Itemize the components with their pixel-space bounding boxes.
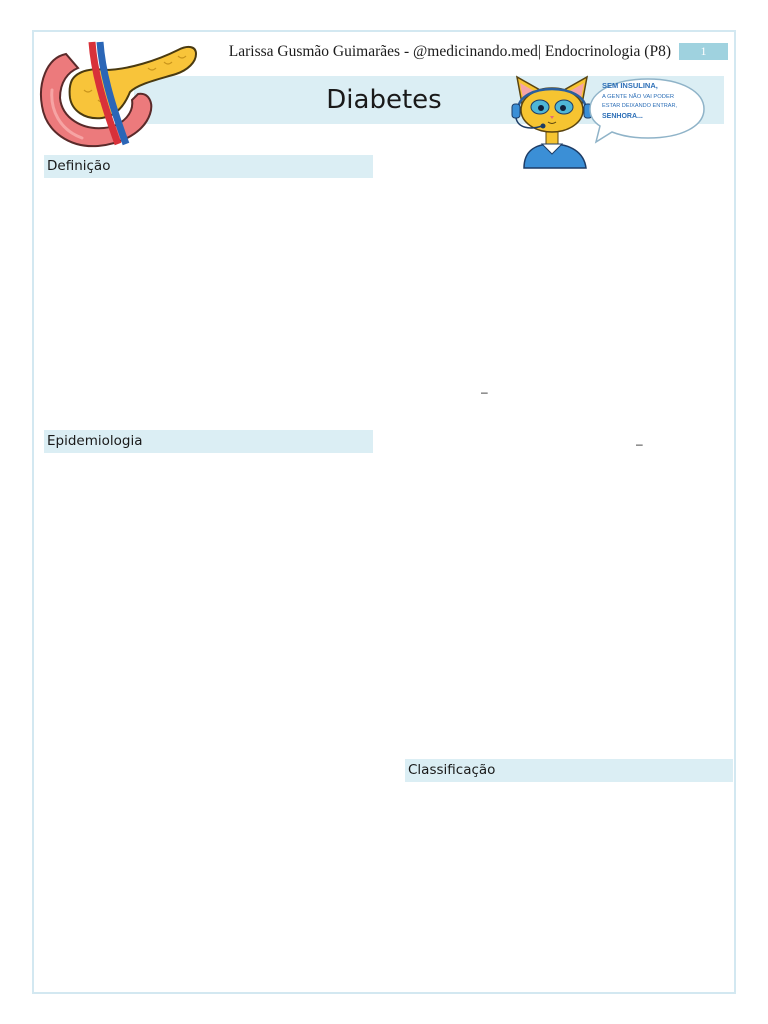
cat-headset-illustration-icon bbox=[510, 74, 594, 170]
section-heading: Definição bbox=[47, 158, 111, 174]
speech-bubble-line-3: ESTAR DEIXANDO ENTRAR, bbox=[602, 103, 678, 109]
dash-mark: – bbox=[481, 385, 488, 399]
speech-bubble-line-1: SEM INSULINA, bbox=[602, 81, 658, 90]
cat-right-pupil bbox=[560, 105, 566, 111]
speech-bubble-line-4: SENHORA... bbox=[602, 113, 643, 120]
section-classificacao bbox=[405, 759, 733, 782]
cat-left-pupil bbox=[538, 105, 544, 111]
section-heading: Classificação bbox=[408, 762, 496, 778]
headset-left-earpiece bbox=[512, 104, 520, 118]
section-epidemiologia bbox=[44, 430, 373, 453]
page-number: 1 bbox=[679, 43, 728, 60]
section-definicao bbox=[44, 155, 373, 178]
page-title: Diabetes bbox=[326, 85, 442, 115]
pancreas-illustration-icon bbox=[38, 40, 198, 150]
dash-mark: – bbox=[636, 437, 643, 451]
section-heading: Epidemiologia bbox=[47, 433, 143, 449]
header-author-line: Larissa Gusmão Guimarães - @medicinando.med| Endocrinologia (P8) bbox=[228, 43, 671, 60]
speech-bubble-line-2: A GENTE NÃO VAI PODER bbox=[602, 94, 675, 100]
headset-mic bbox=[541, 124, 546, 129]
